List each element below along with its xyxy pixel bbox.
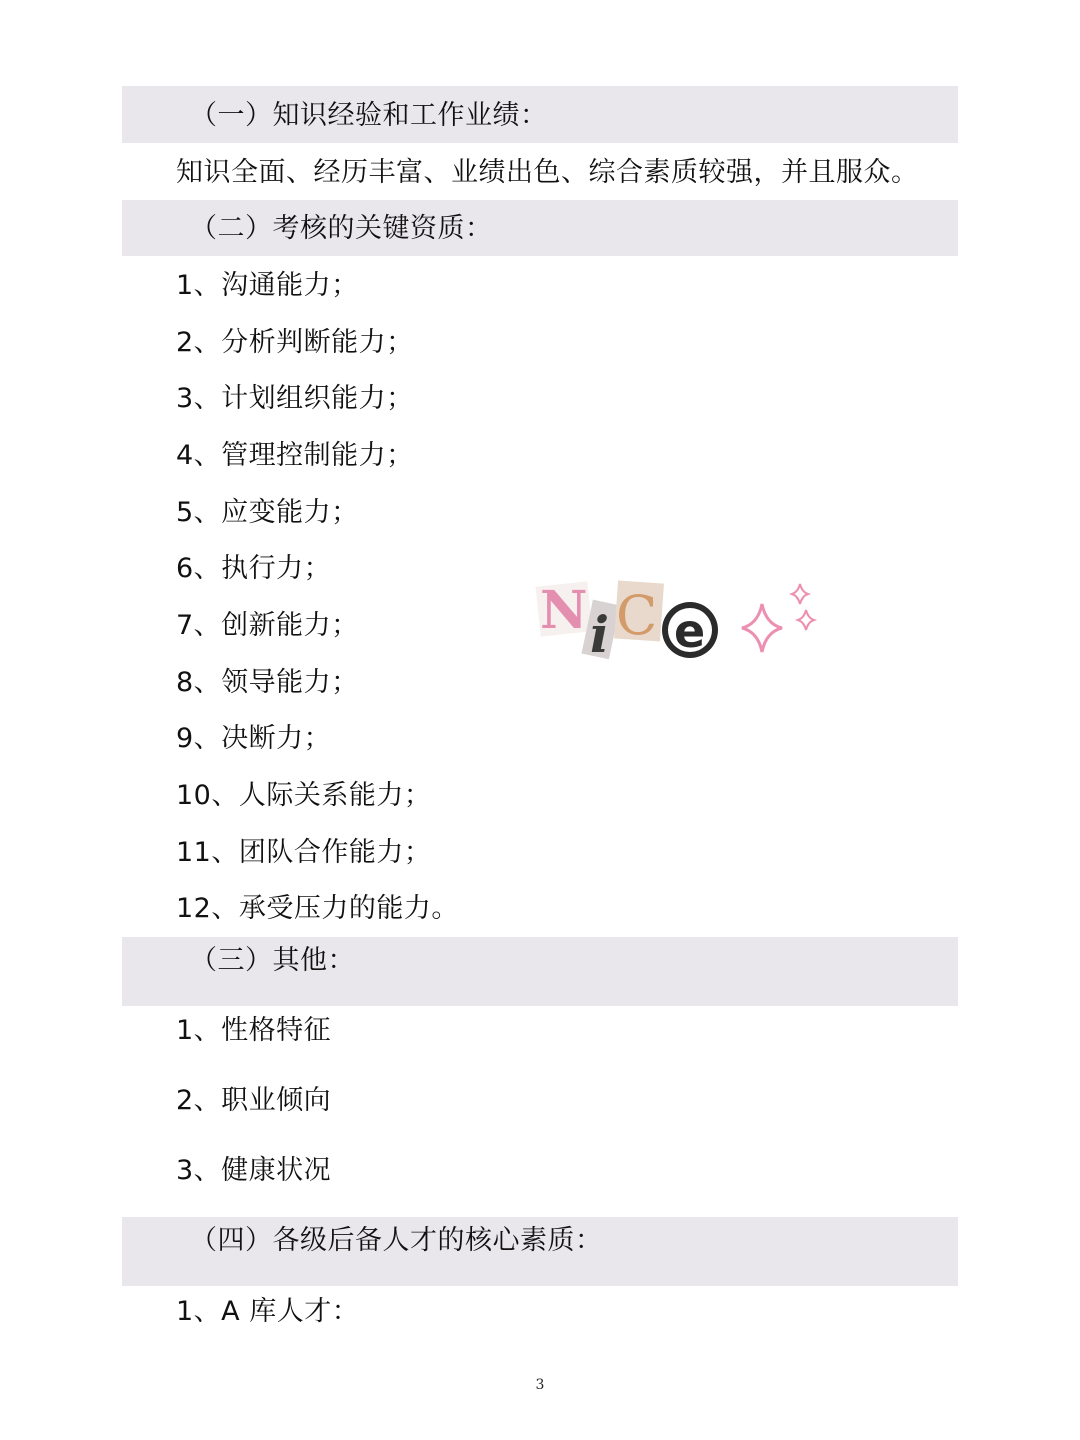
svg-text:i: i [590,605,609,664]
svg-text:N: N [540,580,588,641]
list-item: 6、执行力； [176,553,332,584]
list-item: 5、应变能力； [176,497,359,528]
list-item: 1、性格特征 [176,1015,332,1046]
section-1-heading: （一）知识经验和工作业绩： [190,100,548,131]
svg-text:C: C [616,584,658,647]
list-item: 3、健康状况 [176,1155,332,1186]
list-item: 4、管理控制能力； [176,440,414,471]
section-1-body: 知识全面、经历丰富、业绩出色、综合素质较强，并且服众。 [176,157,919,188]
list-item: 8、领导能力； [176,667,359,698]
list-item: 7、创新能力； [176,610,359,641]
svg-text:e: e [674,604,706,658]
nice-sticker-icon [532,574,832,669]
sparkle-icon [742,584,814,652]
list-item: 1、A 库人才： [176,1296,360,1327]
list-item: 2、职业倾向 [176,1085,332,1116]
section-4-heading: （四）各级后备人才的核心素质： [190,1225,603,1256]
page-number: 3 [535,1377,545,1393]
list-item: 3、计划组织能力； [176,383,414,414]
list-item: 1、沟通能力； [176,270,359,301]
sticker-letter-e [662,602,718,658]
section-2-heading: （二）考核的关键资质： [190,213,493,244]
list-item: 12、承受压力的能力。 [176,893,459,924]
list-item: 9、决断力； [176,723,332,754]
section-3-heading: （三）其他： [190,945,355,976]
sticker-letter-c [614,580,664,647]
sticker-letter-n [536,580,593,641]
list-item: 10、人际关系能力； [176,780,432,811]
list-item: 2、分析判断能力； [176,327,414,358]
list-item: 11、团队合作能力； [176,837,432,868]
